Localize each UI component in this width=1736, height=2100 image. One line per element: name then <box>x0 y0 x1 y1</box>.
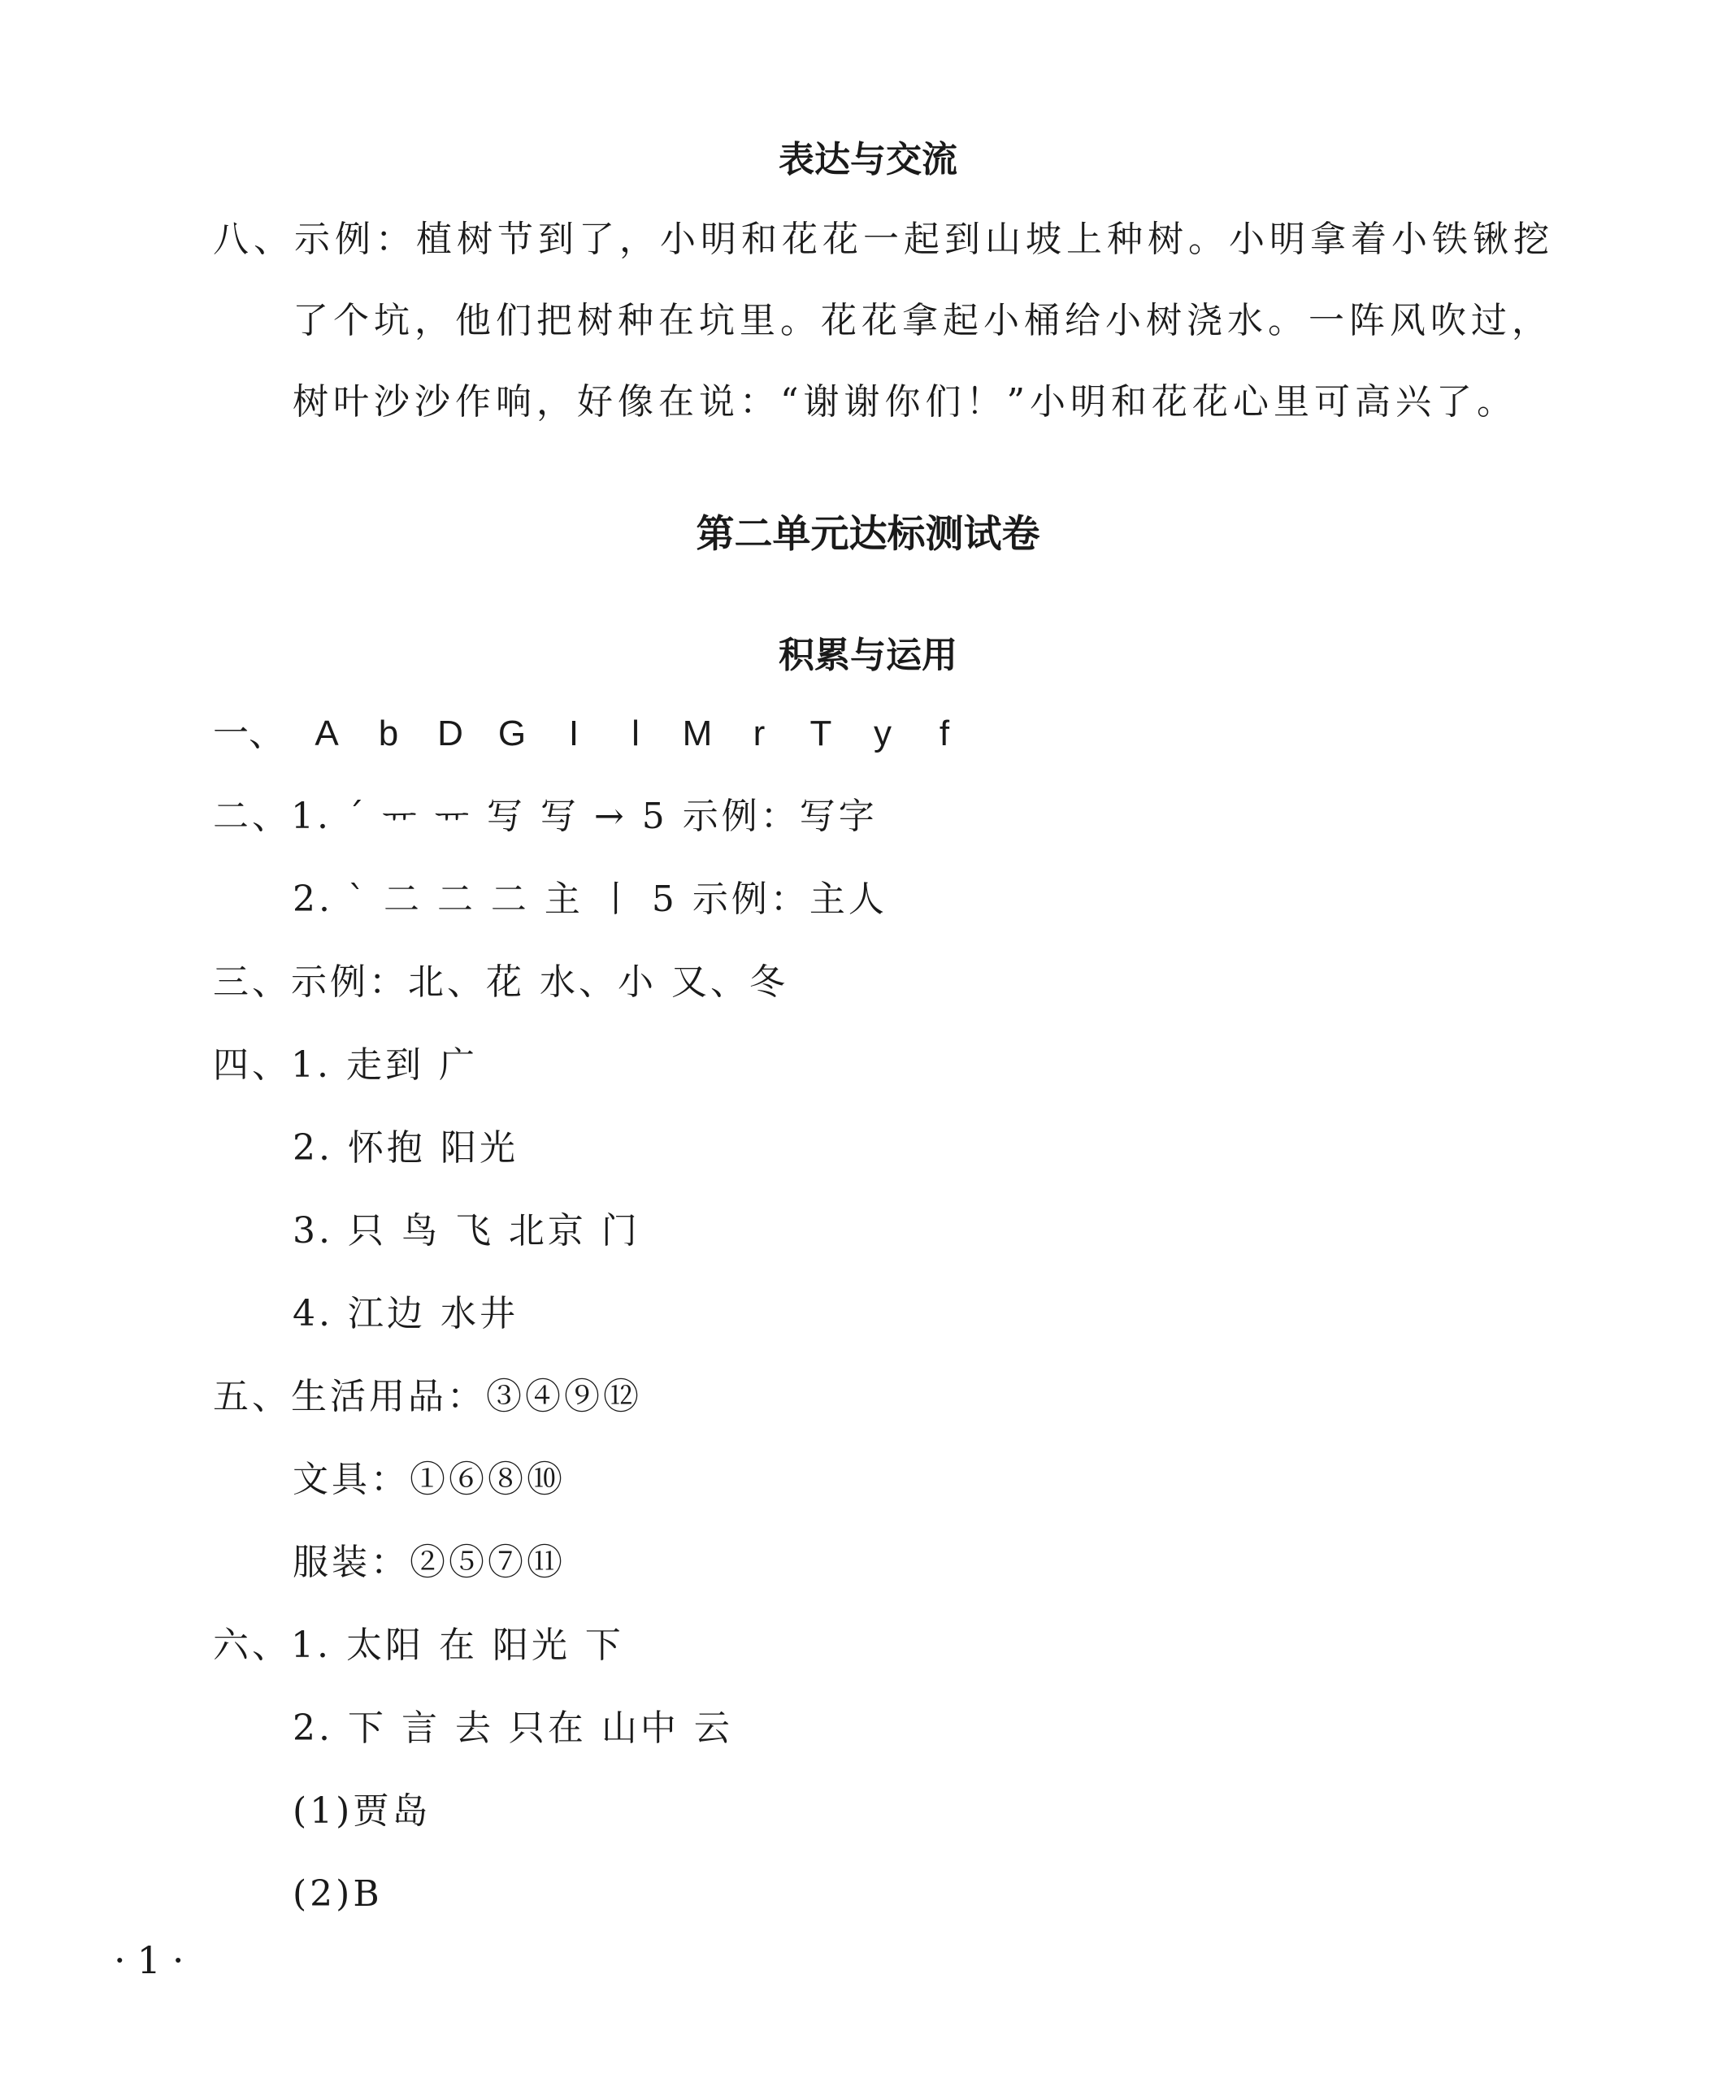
answer-q5-3: 服装：②⑤⑦⑪ <box>293 1542 566 1583</box>
q1-letter: b <box>378 714 399 753</box>
answer-q5-2: 文具：①⑥⑧⑩ <box>293 1459 566 1500</box>
q1-label: 一、 <box>213 713 284 754</box>
q1-letter: y <box>874 714 892 753</box>
section-title-express: 表达与交流 <box>779 139 957 180</box>
answer-q6-1: 六、1. 太阳 在 阳光 下 <box>213 1625 624 1666</box>
paragraph-line-2: 了个坑，他们把树种在坑里。花花拿起小桶给小树浇水。一阵风吹过， <box>293 300 1552 341</box>
q1-letter: M <box>682 714 713 753</box>
q1-letter: A <box>315 714 339 753</box>
answer-q3: 三、示例：北、花 水、小 又、冬 <box>213 961 788 1003</box>
paragraph-line-3: 树叶沙沙作响，好像在说：“谢谢你们！”小明和花花心里可高兴了。 <box>293 381 1517 423</box>
page-number: ·1· <box>114 1938 196 1982</box>
paragraph-line-1: 八、示例：植树节到了，小明和花花一起到山坡上种树。小明拿着小铁锹挖 <box>213 219 1554 260</box>
q1-letter: D <box>437 714 463 753</box>
q1-letter: I <box>568 714 579 753</box>
answer-q6-4: (2)B <box>293 1873 383 1915</box>
unit-title: 第二单元达标测试卷 <box>696 512 1040 557</box>
answer-q6-3: (1)贾岛 <box>293 1790 432 1832</box>
answer-q2-2: 2. ˋ ⼆ ⼆ ⼆ 主 丨 5 示例：主人 <box>293 879 888 920</box>
answer-q4-4: 4. 江边 水井 <box>293 1293 519 1334</box>
section-title-accumulate: 积累与运用 <box>779 635 957 676</box>
q1-letter: T <box>809 714 832 753</box>
q1-letter: G <box>497 714 527 753</box>
answer-q4-3: 3. 只 鸟 飞 北京 门 <box>293 1210 640 1252</box>
answer-q2-1: 二、1. ˊ ᅲ ᅲ 写 写 → 5 示例：写字 <box>213 796 878 837</box>
q1-letter: l <box>631 714 640 753</box>
answer-q5-1: 五、生活用品：③④⑨⑫ <box>213 1376 642 1417</box>
answer-q6-2: 2. 下 言 去 只在 山中 云 <box>293 1707 733 1749</box>
answer-q1 <box>213 709 975 758</box>
q1-letter: r <box>753 714 766 753</box>
answer-q4-2: 2. 怀抱 阳光 <box>293 1127 519 1169</box>
answer-q4-1: 四、1. 走到 广 <box>213 1044 478 1086</box>
q1-letters <box>296 709 975 758</box>
q1-letter: f <box>939 714 950 753</box>
